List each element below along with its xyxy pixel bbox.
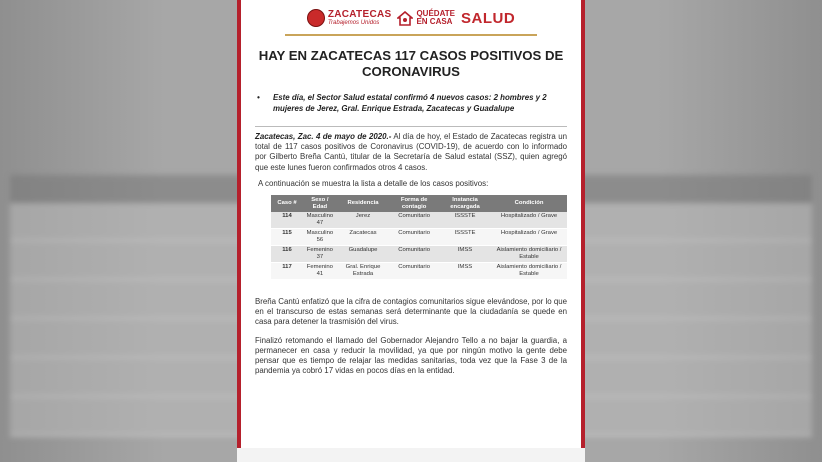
table-row (271, 212, 567, 229)
contagion-cell: Comunitario (389, 263, 439, 280)
column-header: Instancia encargada (439, 195, 491, 212)
sex-age-cell (303, 246, 337, 263)
column-header: Caso # (271, 195, 303, 212)
salud-logo (461, 10, 515, 27)
age: 41 (316, 271, 324, 278)
condition-cell: Aislamiento domiciliario / Estable (491, 263, 567, 280)
bullet-dot-icon: • (257, 93, 260, 102)
table-row (271, 246, 567, 263)
zacatecas-logo-tagline: Trabajemos Unidos (327, 19, 380, 26)
case-number: 116 (271, 246, 303, 263)
residence-cell: Guadalupe (337, 246, 390, 263)
quedate-text: QUÉDATE (416, 9, 455, 18)
institution-cell: ISSSTE (439, 229, 491, 246)
summary-bullet (255, 93, 567, 114)
headline: HAY EN ZACATECAS 117 CASOS POSITIVOS DE CORONAVIRUS (258, 48, 564, 79)
sex-age-cell (303, 212, 337, 229)
condition-cell: Hospitalizado / Grave (491, 229, 567, 246)
paragraph-list-intro: A continuación se muestra la lista a detalle de los casos positivos: (258, 178, 489, 188)
cases-table (271, 195, 567, 280)
contagion-cell: Comunitario (389, 212, 439, 229)
sex-age-cell (303, 229, 337, 246)
table-row (271, 229, 567, 246)
column-header: Residencia (337, 195, 390, 212)
residence-cell: Gral. Enrique Estrada (337, 263, 390, 280)
zacatecas-logo (307, 9, 392, 27)
sex: Femenino (306, 264, 333, 271)
paragraph-contagion: Breña Cantú enfatizó que la cifra de contagios comunitarios sigue elevándose, por lo que en el transcurso de estas semanas será determinante que la ciudadanía se quede en casa para detener la trasmisión del virus. (255, 297, 567, 327)
institution-cell: ISSSTE (439, 212, 491, 229)
column-header: Condición (491, 195, 567, 212)
table-header-row (271, 195, 567, 212)
paragraph-intro (255, 132, 567, 173)
age: 56 (316, 237, 324, 244)
sex: Masculino (306, 230, 334, 237)
zacatecas-logo-text: ZACATECAS (327, 8, 392, 20)
column-header: Forma de contagio (389, 195, 439, 212)
case-number: 117 (271, 263, 303, 280)
page-footer-bar (237, 448, 585, 462)
quedate-en-casa-logo (397, 10, 455, 26)
en-casa-text: EN CASA (416, 17, 453, 26)
dateline: Zacatecas, Zac. 4 de mayo de 2020.- (255, 132, 392, 141)
sex: Masculino (306, 213, 334, 220)
residence-cell: Zacatecas (337, 229, 390, 246)
contagion-cell: Comunitario (389, 229, 439, 246)
case-number: 114 (271, 212, 303, 229)
institution-cell: IMSS (439, 246, 491, 263)
sex-age-cell (303, 263, 337, 280)
paragraph-governor: Finalizó retomando el llamado del Gobernador Alejandro Tello a no bajar la guardia, a permanecer en casa y reducir la movilidad, ya que por ningún motivo la gente debe pensar que es tiempo de relajar las medidas sanitarias, toda vez que la Fase 3 de la pandemia ya cobró 17 vidas en pocos días en la entidad. (255, 335, 567, 376)
age: 47 (316, 220, 324, 227)
sex: Femenino (306, 247, 333, 254)
left-red-stripe (237, 0, 241, 462)
section-divider (255, 126, 567, 127)
salud-logo-text: SALUD (460, 9, 516, 27)
right-red-stripe (581, 0, 585, 462)
document-page (237, 0, 585, 462)
column-header: Sexo / Edad (303, 195, 337, 212)
case-number: 115 (271, 229, 303, 246)
table-row (271, 263, 567, 280)
institution-cell: IMSS (439, 263, 491, 280)
house-icon (397, 11, 413, 26)
age: 37 (316, 254, 324, 261)
condition-cell: Hospitalizado / Grave (491, 212, 567, 229)
condition-cell: Aislamiento domiciliario / Estable (491, 246, 567, 263)
contagion-cell: Comunitario (389, 246, 439, 263)
summary-bullet-text: Este día, el Sector Salud estatal confirmó 4 nuevos casos: 2 hombres y 2 mujeres de Jerez, Gral. Enrique Estrada, Zacatecas y Guadalupe (273, 93, 547, 113)
residence-cell: Jerez (337, 212, 390, 229)
logo-header (255, 0, 567, 36)
paragraph-intro-body: Al día de hoy, el Estado de Zacatecas registra un total de 117 casos positivos de Coronavirus (COVID-19), de acuerdo con lo informado por Gilberto Breña Cantú, titular de la Secretaría de Salud estatal (SSZ), quien agregó que este lunes fueron confirmados otros 4 casos. (255, 132, 567, 172)
state-seal-icon (307, 9, 325, 27)
